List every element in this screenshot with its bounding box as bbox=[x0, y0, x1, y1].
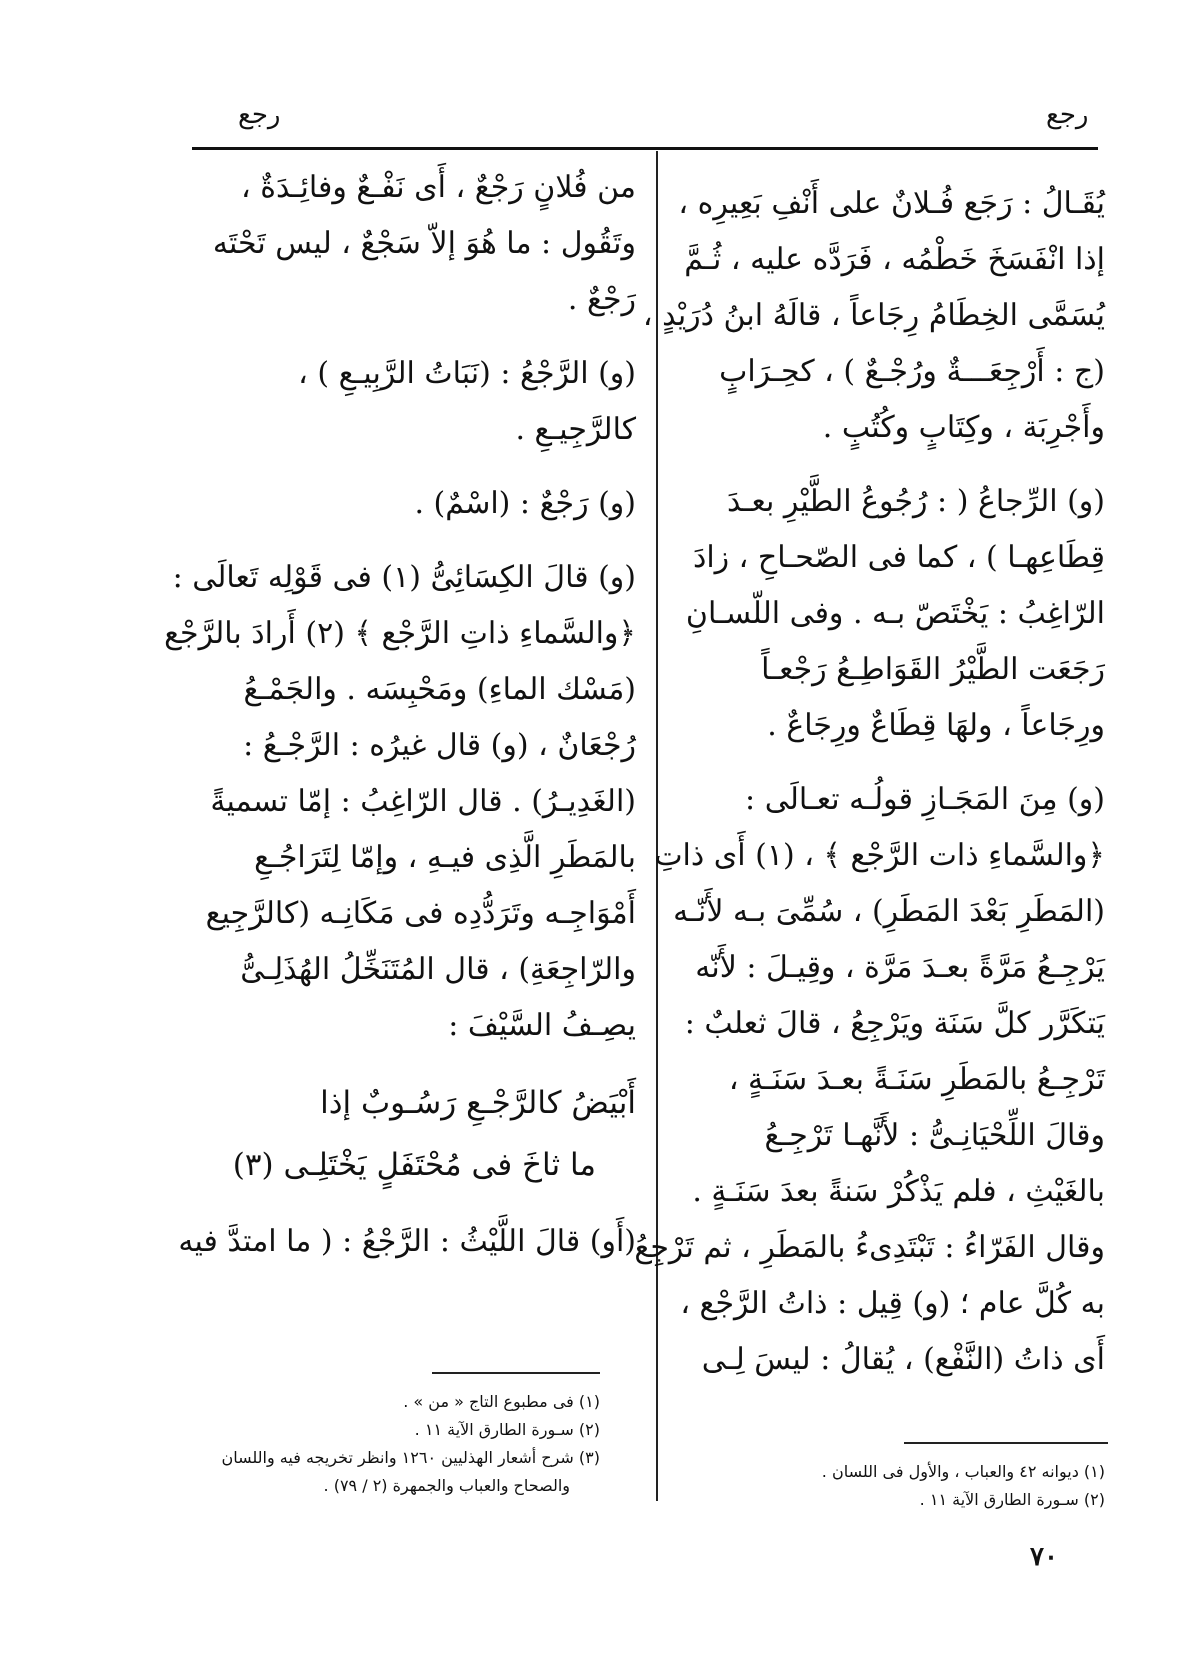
text-line: تَرْجِـعُ بالمَطَرِ سَنَـةً بعـدَ سَنَـةٍ ، bbox=[728, 1062, 1105, 1097]
footnote-2: (٢) سـورة الطارق الآية ١١ . bbox=[919, 1490, 1105, 1509]
text-line: وقالَ اللِّحْيَانِـىُّ : لأَنَّهـا تَرْجِـعُ bbox=[764, 1118, 1105, 1153]
text-line: يَتكَرَّر كلَّ سَنَة ويَرْجِعُ ، قالَ ثعلبٌ : bbox=[684, 1006, 1105, 1041]
text-line: ﴿والسَّماءِ ذاتِ الرَّجْع ﴾ (٢) أَرادَ بالرَّجْع bbox=[164, 616, 636, 651]
text-line: وأَجْرِبَة ، وكِتَابٍ وكُتُبٍ . bbox=[822, 410, 1105, 445]
footnote-3-continued: والصحاح والعباب والجمهرة (٢ / ٧٩) . bbox=[323, 1476, 570, 1495]
footnote-1: (١) ديوانه ٤٢ والعباب ، والأول فى اللسان . bbox=[821, 1462, 1105, 1481]
text-line: يَرْجِـعُ مَرَّةً بعـدَ مَرَّة ، وقِيـلَ : لأَنّه bbox=[695, 950, 1105, 985]
text-line: به كُلَّ عام ؛ (و) قِيل : ذاتُ الرَّجْع ، bbox=[680, 1286, 1105, 1321]
text-line: (و) الرَّجْعُ : (نَبَاتُ الرَّبِيـعِ ) ، bbox=[298, 356, 636, 391]
text-line: والرّاجِعَةِ) ، قال المُتَنَخِّلُ الهُذَلِـىُّ bbox=[240, 952, 636, 987]
verse-line-1: أَبْيَضُ كالرَّجْـعِ رَسُـوبٌ إذا bbox=[320, 1085, 636, 1121]
text-line: (مَسْك الماءِ) ومَحْبِسَه . والجَمْـعُ bbox=[243, 672, 636, 707]
footnote-1: (١) فى مطبوع التاج « من » . bbox=[403, 1392, 600, 1411]
text-line: (المَطَرِ بَعْدَ المَطَرِ) ، سُمِّىَ بـه لأَنّـه bbox=[673, 894, 1105, 929]
paragraph-gap bbox=[680, 456, 1105, 474]
text-line: بالمَطَرِ الَّذِى فيـهِ ، وإمّا لِتَرَاجُـعِ bbox=[254, 840, 636, 875]
text-line: ﴿والسَّماءِ ذات الرَّجْع ﴾ ، (١) أَى ذاتِ bbox=[654, 838, 1105, 873]
text-line: أَى ذاتُ (النَّفْع) ، يُقالُ : ليسَ لِـى bbox=[701, 1342, 1105, 1377]
footnotes-left bbox=[170, 1388, 600, 1500]
text-line: (و) مِنَ المَجَـازِ قولُـه تعـالَى : bbox=[745, 782, 1105, 817]
paragraph-gap bbox=[200, 458, 636, 476]
text-line: (و) رَجْعٌ : (اسْمٌ) . bbox=[414, 486, 636, 521]
text-line: رَجْعٌ . bbox=[567, 282, 636, 317]
text-line: يصِـفُ السَّيْفَ : bbox=[448, 1008, 636, 1043]
text-line: (أَو) قالَ اللَّيْثُ : الرَّجْعُ : ( ما امتدَّ فيه bbox=[178, 1224, 636, 1259]
footnote-2: (٢) سـورة الطارق الآية ١١ . bbox=[414, 1420, 600, 1439]
footnote-rule-right bbox=[904, 1442, 1108, 1444]
text-line: بالغَيْثِ ، فلم يَذْكُرْ سَنةً بعدَ سَنَـةٍ . bbox=[692, 1174, 1105, 1209]
text-line: وتَقُول : ما هُوَ إلاّ سَجْعٌ ، ليس تَحْتَه bbox=[212, 226, 636, 261]
header-rule bbox=[192, 147, 1098, 150]
text-line: قِطَاعِهـا ) ، كما فى الصّحـاحِ ، زادَ bbox=[692, 540, 1105, 575]
text-line: كالرَّجِيـعِ . bbox=[515, 412, 636, 447]
text-line: من فُلانٍ رَجْعٌ ، أَى نَفْـعٌ وفائِـدَةٌ ، bbox=[241, 170, 636, 205]
right-column bbox=[634, 176, 1105, 1388]
text-line: (و) قالَ الكِسَائِىُّ (١) فى قَوْلِه تَعالَى : bbox=[172, 560, 636, 595]
header-word-left: رجع bbox=[238, 100, 281, 130]
paragraph-gap bbox=[200, 1196, 636, 1214]
text-line: (الغَدِيـرُ) . قال الرّاغِبُ : إمّا تسميةً bbox=[210, 784, 636, 819]
text-line: رَجَعَت الطَّيْرُ القَوَاطِـعُ رَجْعـاً bbox=[761, 652, 1105, 687]
text-line: ورِجَاعاً ، ولهَا قِطَاعٌ ورِجَاعٌ . bbox=[767, 708, 1105, 743]
column-divider bbox=[656, 151, 658, 1501]
page-number: ٧٠ bbox=[1030, 1542, 1058, 1572]
paragraph-gap bbox=[200, 532, 636, 550]
left-column bbox=[164, 160, 636, 1270]
paragraph-gap bbox=[200, 1054, 636, 1072]
text-line: أَمْوَاجِـه وتَرَدُّدِه فى مَكَانِـه (كالرَّجِيع bbox=[205, 896, 636, 931]
text-line: رُجْعَانٌ ، (و) قال غيرُه : الرَّجْـعُ : bbox=[243, 728, 636, 763]
text-line: الرّاغِبُ : يَخْتَصّ بـه . وفى اللّسـانِ bbox=[685, 596, 1105, 631]
header-word-right: رجع bbox=[1046, 100, 1089, 130]
footnote-3: (٣) شرح أشعار الهذليين ١٢٦٠ وانظر تخريجه فيه واللسان bbox=[221, 1448, 600, 1467]
footnotes-right bbox=[760, 1458, 1105, 1514]
footnote-rule-left bbox=[432, 1372, 600, 1374]
text-line: يُسَمَّى الخِطَامُ رِجَاعاً ، قالَهُ ابنُ دُرَيْدٍ ، bbox=[642, 298, 1105, 333]
paragraph-gap bbox=[680, 754, 1105, 772]
text-line: (و) الرِّجاعُ ( : رُجُوعُ الطَّيْرِ بعـدَ bbox=[726, 484, 1105, 519]
verse-line-2: ما ثاخَ فى مُحْتَفَلٍ يَخْتَلِـى (٣) bbox=[232, 1147, 596, 1183]
text-line: إذا انْفَسَخَ خَطْمُه ، فَرَدَّه عليه ، ثُـمَّ bbox=[684, 242, 1105, 277]
paragraph-gap bbox=[200, 328, 636, 346]
text-line: يُقَـالُ : رَجَع فُـلانٌ على أَنْفِ بَعِيرِه ، bbox=[678, 186, 1105, 221]
text-line: (ج : أَرْجِعَـــةٌ ورُجْـعٌ ) ، كحِـرَابٍ bbox=[719, 354, 1105, 389]
text-line: وقال الفَرّاءُ : تَبْتَدِىءُ بالمَطَرِ ، ثم تَرْجِعُ bbox=[634, 1230, 1105, 1265]
